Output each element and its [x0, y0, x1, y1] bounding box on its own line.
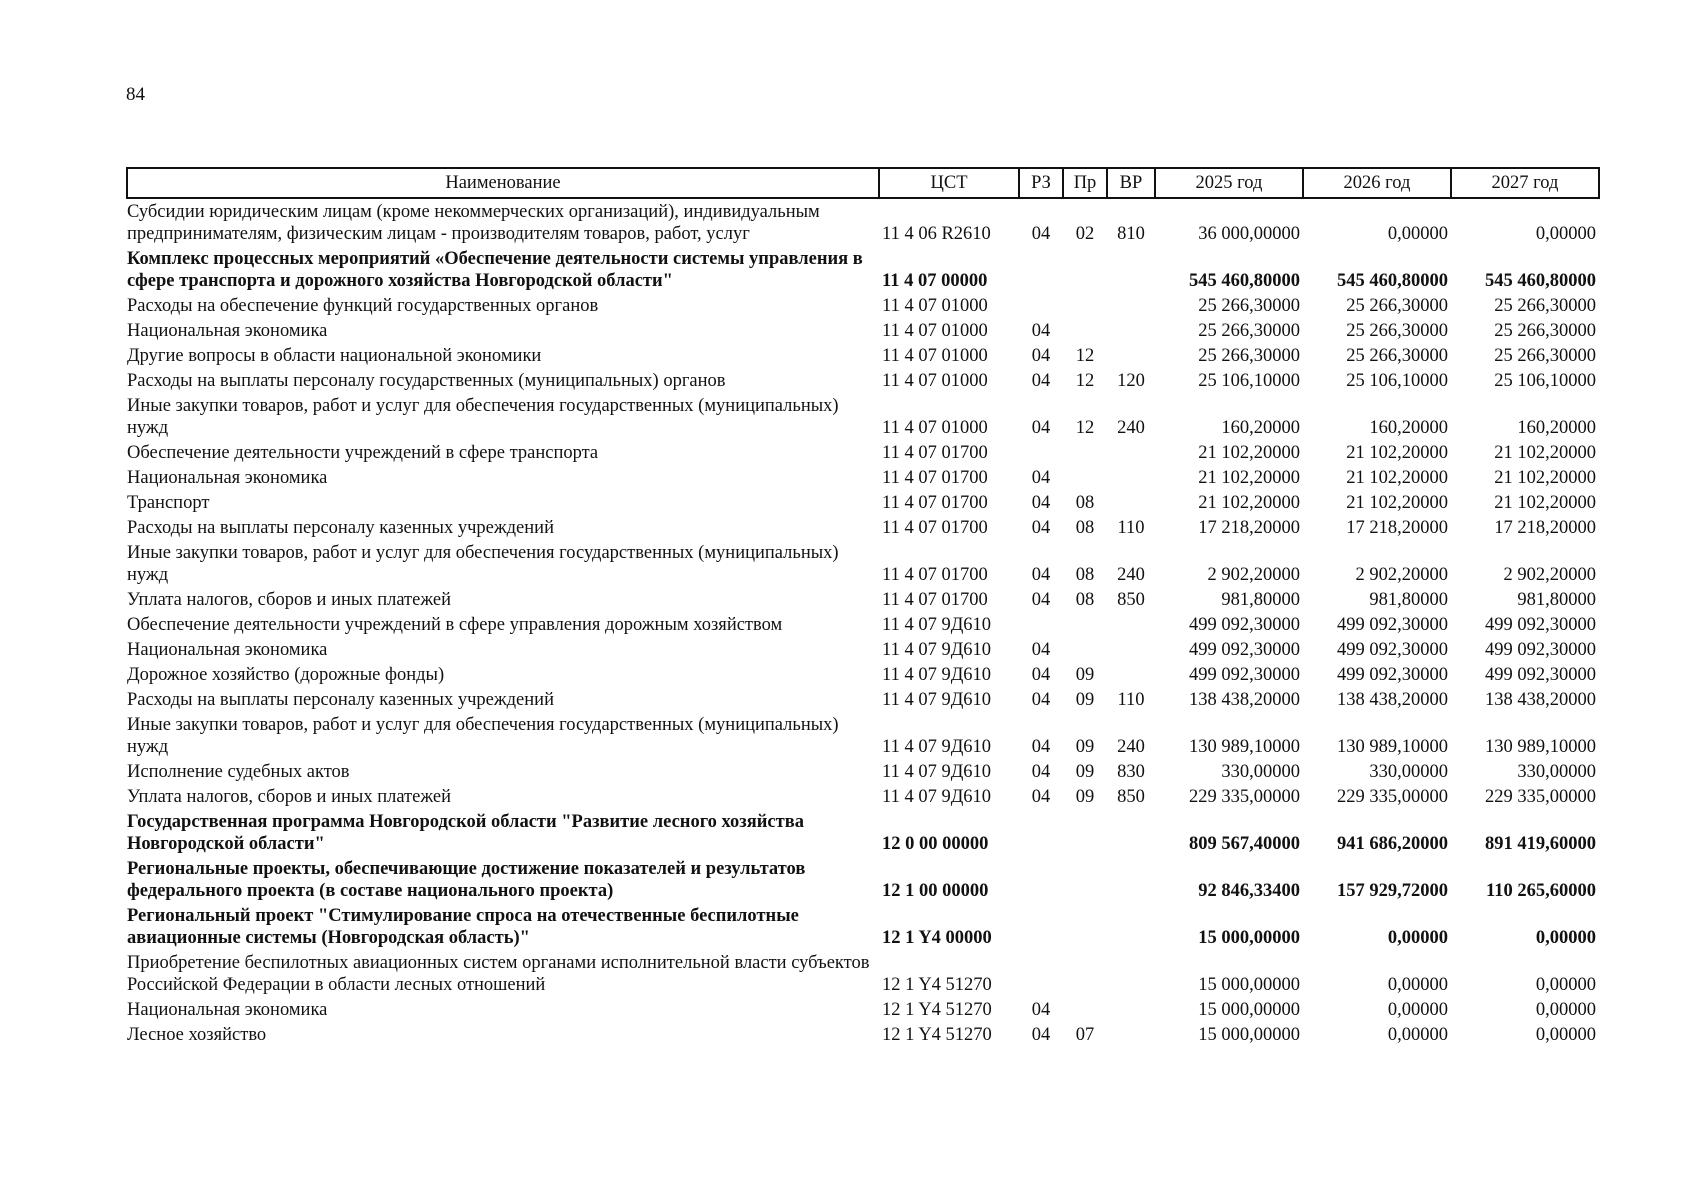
- row-cst: 11 4 07 9Д610: [882, 737, 992, 757]
- row-vr: 120: [1117, 371, 1145, 391]
- row-amount-2026: 25 266,30000: [1346, 346, 1448, 366]
- row-amount-2027: 0,00000: [1535, 1025, 1596, 1045]
- row-rz: 04: [1031, 468, 1051, 488]
- row-amount-2026: 941 686,20000: [1337, 834, 1448, 854]
- row-vr: [1107, 293, 1155, 318]
- row-pr: 12: [1075, 346, 1095, 366]
- row-amount-2027: 0,00000: [1535, 1000, 1596, 1020]
- table-row: [127, 997, 1599, 1022]
- row-rz: 04: [1031, 321, 1051, 341]
- table-row: [127, 662, 1599, 687]
- table-row: [127, 809, 1599, 856]
- row-pr: [1063, 293, 1107, 318]
- row-name: Региональные проекты, обеспечивающие достижение показателей и результатов федерального проекта (в составе национального проекта): [127, 859, 806, 901]
- row-amount-2025: 15 000,00000: [1198, 975, 1300, 995]
- row-cst: 11 4 07 9Д610: [882, 762, 992, 782]
- row-rz: [1019, 612, 1063, 637]
- row-pr: [1063, 612, 1107, 637]
- row-pr: [1063, 318, 1107, 343]
- row-amount-2025: 25 266,30000: [1198, 346, 1300, 366]
- row-amount-2026: 0,00000: [1387, 1025, 1448, 1045]
- header-cst: ЦСТ: [879, 168, 1019, 198]
- row-name: Иные закупки товаров, работ и услуг для обеспечения государственных (муниципальных) нужд: [127, 543, 839, 585]
- row-pr: 09: [1075, 762, 1095, 782]
- row-name: Комплекс процессных мероприятий «Обеспечение деятельности системы управления в сфере транспорта и дорожного хозяйства Новгородской области": [127, 249, 863, 291]
- row-amount-2025: 499 092,30000: [1189, 640, 1300, 660]
- row-rz: [1019, 809, 1063, 856]
- row-vr: [1107, 612, 1155, 637]
- row-vr: 850: [1117, 787, 1145, 807]
- header-vr: ВР: [1107, 168, 1155, 198]
- row-amount-2025: 25 106,10000: [1198, 371, 1300, 391]
- row-rz: [1019, 440, 1063, 465]
- row-amount-2027: 25 266,30000: [1494, 321, 1596, 341]
- row-amount-2026: 160,20000: [1369, 418, 1448, 438]
- row-amount-2025: 15 000,00000: [1198, 928, 1300, 948]
- table-row: [127, 687, 1599, 712]
- row-rz: 04: [1031, 1025, 1051, 1045]
- row-name: Национальная экономика: [127, 640, 328, 660]
- row-rz: [1019, 856, 1063, 903]
- row-amount-2026: 499 092,30000: [1337, 640, 1448, 660]
- row-amount-2027: 499 092,30000: [1485, 665, 1596, 685]
- row-pr: 08: [1075, 590, 1095, 610]
- row-amount-2027: 17 218,20000: [1494, 518, 1596, 538]
- row-amount-2026: 25 266,30000: [1346, 296, 1448, 316]
- row-cst: 11 4 07 01700: [882, 493, 988, 513]
- row-amount-2026: 0,00000: [1387, 975, 1448, 995]
- row-vr: 240: [1117, 418, 1145, 438]
- row-rz: 04: [1031, 224, 1051, 244]
- row-amount-2025: 21 102,20000: [1198, 443, 1300, 463]
- row-vr: 240: [1117, 737, 1145, 757]
- row-vr: 850: [1117, 590, 1145, 610]
- row-cst: 11 4 07 9Д610: [882, 690, 992, 710]
- table-row: [127, 490, 1599, 515]
- row-amount-2027: 0,00000: [1535, 224, 1596, 244]
- row-pr: 09: [1075, 690, 1095, 710]
- row-pr: 08: [1075, 518, 1095, 538]
- row-amount-2027: 25 266,30000: [1494, 296, 1596, 316]
- header-2025: 2025 год: [1155, 168, 1303, 198]
- row-amount-2027: 25 266,30000: [1494, 346, 1596, 366]
- table-row: [127, 612, 1599, 637]
- row-cst: 12 1 Y4 51270: [882, 975, 992, 995]
- row-amount-2026: 138 438,20000: [1337, 690, 1448, 710]
- row-amount-2026: 0,00000: [1387, 224, 1448, 244]
- row-amount-2026: 25 106,10000: [1346, 371, 1448, 391]
- header-2026: 2026 год: [1303, 168, 1451, 198]
- row-amount-2025: 15 000,00000: [1198, 1025, 1300, 1045]
- row-amount-2027: 25 106,10000: [1494, 371, 1596, 391]
- table-row: [127, 1022, 1599, 1047]
- row-amount-2025: 2 902,20000: [1207, 565, 1300, 585]
- row-rz: 04: [1031, 787, 1051, 807]
- row-pr: 09: [1075, 787, 1095, 807]
- row-amount-2026: 0,00000: [1387, 928, 1448, 948]
- row-amount-2025: 160,20000: [1221, 418, 1300, 438]
- row-rz: 04: [1031, 590, 1051, 610]
- row-vr: [1107, 1022, 1155, 1047]
- table-row: [127, 198, 1599, 246]
- budget-table: [126, 167, 1600, 1047]
- row-name: Другие вопросы в области национальной экономики: [127, 346, 542, 366]
- header-pr: Пр: [1063, 168, 1107, 198]
- row-amount-2027: 21 102,20000: [1494, 493, 1596, 513]
- row-vr: [1107, 637, 1155, 662]
- row-amount-2026: 499 092,30000: [1337, 665, 1448, 685]
- row-pr: 12: [1075, 371, 1095, 391]
- row-pr: 08: [1075, 493, 1095, 513]
- row-name: Приобретение беспилотных авиационных систем органами исполнительной власти субъектов Российской Федерации в области лесных отношений: [127, 953, 870, 995]
- row-pr: [1063, 440, 1107, 465]
- row-name: Региональный проект "Стимулирование спроса на отечественные беспилотные авиационные системы (Новгородская область)": [127, 906, 799, 948]
- row-pr: [1063, 950, 1107, 997]
- row-name: Национальная экономика: [127, 321, 328, 341]
- row-amount-2025: 15 000,00000: [1198, 1000, 1300, 1020]
- row-cst: 12 1 Y4 51270: [882, 1000, 992, 1020]
- row-amount-2026: 229 335,00000: [1337, 787, 1448, 807]
- row-cst: 11 4 07 9Д610: [882, 665, 992, 685]
- header-name: Наименование: [127, 168, 879, 198]
- row-cst: 11 4 07 01700: [882, 443, 988, 463]
- row-pr: [1063, 997, 1107, 1022]
- row-cst: 11 4 07 00000: [882, 271, 988, 291]
- row-pr: [1063, 809, 1107, 856]
- row-vr: 110: [1117, 690, 1145, 710]
- row-amount-2027: 0,00000: [1535, 928, 1596, 948]
- table-row: [127, 368, 1599, 393]
- row-vr: [1107, 903, 1155, 950]
- page-number: 84: [126, 84, 145, 105]
- row-name: Расходы на выплаты персоналу государственных (муниципальных) органов: [127, 371, 726, 391]
- header-2027: 2027 год: [1451, 168, 1599, 198]
- row-amount-2027: 110 265,60000: [1486, 881, 1596, 901]
- row-name: Уплата налогов, сборов и иных платежей: [127, 787, 452, 807]
- row-vr: 110: [1117, 518, 1145, 538]
- row-vr: 240: [1117, 565, 1145, 585]
- row-amount-2026: 2 902,20000: [1355, 565, 1448, 585]
- row-cst: 11 4 07 01700: [882, 590, 988, 610]
- row-pr: 12: [1075, 418, 1095, 438]
- row-cst: 11 4 07 01700: [882, 518, 988, 538]
- row-amount-2025: 499 092,30000: [1189, 615, 1300, 635]
- row-cst: 11 4 07 01000: [882, 371, 988, 391]
- table-row: [127, 440, 1599, 465]
- row-cst: 11 4 07 01000: [882, 346, 988, 366]
- row-cst: 12 1 Y4 51270: [882, 1025, 992, 1045]
- row-name: Дорожное хозяйство (дорожные фонды): [127, 665, 445, 685]
- row-amount-2026: 21 102,20000: [1346, 493, 1448, 513]
- row-cst: 11 4 06 R2610: [882, 224, 991, 244]
- row-amount-2027: 545 460,80000: [1485, 271, 1596, 291]
- row-vr: [1107, 246, 1155, 293]
- table-row: [127, 759, 1599, 784]
- row-pr: 02: [1075, 224, 1095, 244]
- row-amount-2027: 130 989,10000: [1485, 737, 1596, 757]
- row-name: Иные закупки товаров, работ и услуг для обеспечения государственных (муниципальных) нужд: [127, 715, 839, 757]
- row-amount-2025: 21 102,20000: [1198, 468, 1300, 488]
- row-name: Уплата налогов, сборов и иных платежей: [127, 590, 452, 610]
- table-row: [127, 293, 1599, 318]
- row-amount-2026: 545 460,80000: [1337, 271, 1448, 291]
- row-rz: 04: [1031, 565, 1051, 585]
- table-row: [127, 393, 1599, 440]
- row-rz: 04: [1031, 665, 1051, 685]
- row-amount-2025: 981,80000: [1221, 590, 1300, 610]
- row-amount-2025: 499 092,30000: [1189, 665, 1300, 685]
- table-row: [127, 784, 1599, 809]
- row-rz: 04: [1031, 1000, 1051, 1020]
- row-vr: [1107, 343, 1155, 368]
- table-row: [127, 515, 1599, 540]
- row-name: Обеспечение деятельности учреждений в сфере управления дорожным хозяйством: [127, 615, 783, 635]
- row-name: Государственная программа Новгородской области "Развитие лесного хозяйства Новгородской области": [127, 812, 804, 854]
- row-name: Расходы на выплаты персоналу казенных учреждений: [127, 518, 554, 538]
- table-row: [127, 587, 1599, 612]
- table-row: [127, 246, 1599, 293]
- row-amount-2027: 499 092,30000: [1485, 615, 1596, 635]
- row-amount-2026: 25 266,30000: [1346, 321, 1448, 341]
- row-amount-2027: 21 102,20000: [1494, 468, 1596, 488]
- row-amount-2025: 17 218,20000: [1198, 518, 1300, 538]
- row-amount-2025: 330,00000: [1221, 762, 1300, 782]
- row-name: Расходы на обеспечение функций государственных органов: [127, 296, 599, 316]
- row-rz: [1019, 950, 1063, 997]
- row-rz: 04: [1031, 690, 1051, 710]
- row-name: Иные закупки товаров, работ и услуг для обеспечения государственных (муниципальных) нужд: [127, 396, 839, 438]
- row-cst: 11 4 07 01000: [882, 418, 988, 438]
- row-cst: 11 4 07 01700: [882, 468, 988, 488]
- row-amount-2027: 891 419,60000: [1485, 834, 1596, 854]
- row-amount-2026: 981,80000: [1369, 590, 1448, 610]
- row-cst: 11 4 07 01000: [882, 321, 988, 341]
- row-vr: [1107, 856, 1155, 903]
- row-rz: 04: [1031, 418, 1051, 438]
- row-vr: [1107, 997, 1155, 1022]
- table-row: [127, 950, 1599, 997]
- row-cst: 12 1 Y4 00000: [882, 928, 992, 948]
- table-row: [127, 540, 1599, 587]
- row-cst: 12 1 00 00000: [882, 881, 989, 901]
- row-rz: [1019, 903, 1063, 950]
- header-rz: РЗ: [1019, 168, 1063, 198]
- table-row: [127, 856, 1599, 903]
- row-amount-2025: 809 567,40000: [1189, 834, 1300, 854]
- row-cst: 11 4 07 01700: [882, 565, 988, 585]
- row-amount-2026: 21 102,20000: [1346, 443, 1448, 463]
- row-vr: [1107, 662, 1155, 687]
- row-rz: [1019, 293, 1063, 318]
- row-amount-2027: 21 102,20000: [1494, 443, 1596, 463]
- table-row: [127, 318, 1599, 343]
- row-amount-2026: 0,00000: [1387, 1000, 1448, 1020]
- row-amount-2026: 499 092,30000: [1337, 615, 1448, 635]
- row-vr: 810: [1117, 224, 1145, 244]
- row-name: Транспорт: [127, 493, 210, 513]
- row-pr: 08: [1075, 565, 1095, 585]
- row-amount-2025: 138 438,20000: [1189, 690, 1300, 710]
- row-pr: [1063, 903, 1107, 950]
- row-pr: 07: [1075, 1025, 1095, 1045]
- row-cst: 11 4 07 9Д610: [882, 615, 992, 635]
- row-vr: [1107, 950, 1155, 997]
- row-amount-2027: 981,80000: [1517, 590, 1596, 610]
- row-cst: 11 4 07 9Д610: [882, 640, 992, 660]
- row-amount-2026: 130 989,10000: [1337, 737, 1448, 757]
- row-vr: 830: [1117, 762, 1145, 782]
- row-rz: 04: [1031, 518, 1051, 538]
- table-row: [127, 712, 1599, 759]
- row-amount-2025: 545 460,80000: [1189, 271, 1300, 291]
- row-name: Лесное хозяйство: [127, 1025, 267, 1045]
- row-rz: 04: [1031, 762, 1051, 782]
- row-rz: 04: [1031, 371, 1051, 391]
- row-pr: [1063, 246, 1107, 293]
- row-pr: [1063, 465, 1107, 490]
- table-row: [127, 903, 1599, 950]
- row-rz: 04: [1031, 640, 1051, 660]
- row-cst: 12 0 00 00000: [882, 834, 989, 854]
- row-rz: 04: [1031, 346, 1051, 366]
- row-amount-2027: 0,00000: [1535, 975, 1596, 995]
- row-name: Национальная экономика: [127, 468, 328, 488]
- row-name: Расходы на выплаты персоналу казенных учреждений: [127, 690, 554, 710]
- row-amount-2027: 499 092,30000: [1485, 640, 1596, 660]
- row-amount-2025: 21 102,20000: [1198, 493, 1300, 513]
- row-name: Субсидии юридическим лицам (кроме некоммерческих организаций), индивидуальным предпринимателям, физическим лицам - производителям товаров, работ, услуг: [127, 202, 820, 244]
- row-amount-2025: 130 989,10000: [1189, 737, 1300, 757]
- row-pr: [1063, 856, 1107, 903]
- row-cst: 11 4 07 01000: [882, 296, 988, 316]
- row-pr: [1063, 637, 1107, 662]
- row-amount-2025: 25 266,30000: [1198, 296, 1300, 316]
- row-rz: 04: [1031, 493, 1051, 513]
- row-vr: [1107, 809, 1155, 856]
- row-amount-2026: 157 929,72000: [1337, 881, 1448, 901]
- row-amount-2027: 330,00000: [1517, 762, 1596, 782]
- row-amount-2027: 160,20000: [1517, 418, 1596, 438]
- row-amount-2026: 17 218,20000: [1346, 518, 1448, 538]
- row-amount-2025: 92 846,33400: [1198, 881, 1300, 901]
- row-rz: [1019, 246, 1063, 293]
- row-rz: 04: [1031, 737, 1051, 757]
- row-pr: 09: [1075, 737, 1095, 757]
- row-amount-2027: 138 438,20000: [1485, 690, 1596, 710]
- table-row: [127, 465, 1599, 490]
- row-amount-2025: 25 266,30000: [1198, 321, 1300, 341]
- row-vr: [1107, 440, 1155, 465]
- table-row: [127, 343, 1599, 368]
- row-vr: [1107, 318, 1155, 343]
- table-header-row: [127, 168, 1599, 198]
- row-amount-2025: 36 000,00000: [1198, 224, 1300, 244]
- row-vr: [1107, 490, 1155, 515]
- row-cst: 11 4 07 9Д610: [882, 787, 992, 807]
- row-amount-2025: 229 335,00000: [1189, 787, 1300, 807]
- row-amount-2027: 229 335,00000: [1485, 787, 1596, 807]
- row-name: Обеспечение деятельности учреждений в сфере транспорта: [127, 443, 599, 463]
- row-amount-2026: 21 102,20000: [1346, 468, 1448, 488]
- row-pr: 09: [1075, 665, 1095, 685]
- row-amount-2027: 2 902,20000: [1503, 565, 1596, 585]
- row-vr: [1107, 465, 1155, 490]
- row-name: Национальная экономика: [127, 1000, 328, 1020]
- row-name: Исполнение судебных актов: [127, 762, 350, 782]
- table-row: [127, 637, 1599, 662]
- row-amount-2026: 330,00000: [1369, 762, 1448, 782]
